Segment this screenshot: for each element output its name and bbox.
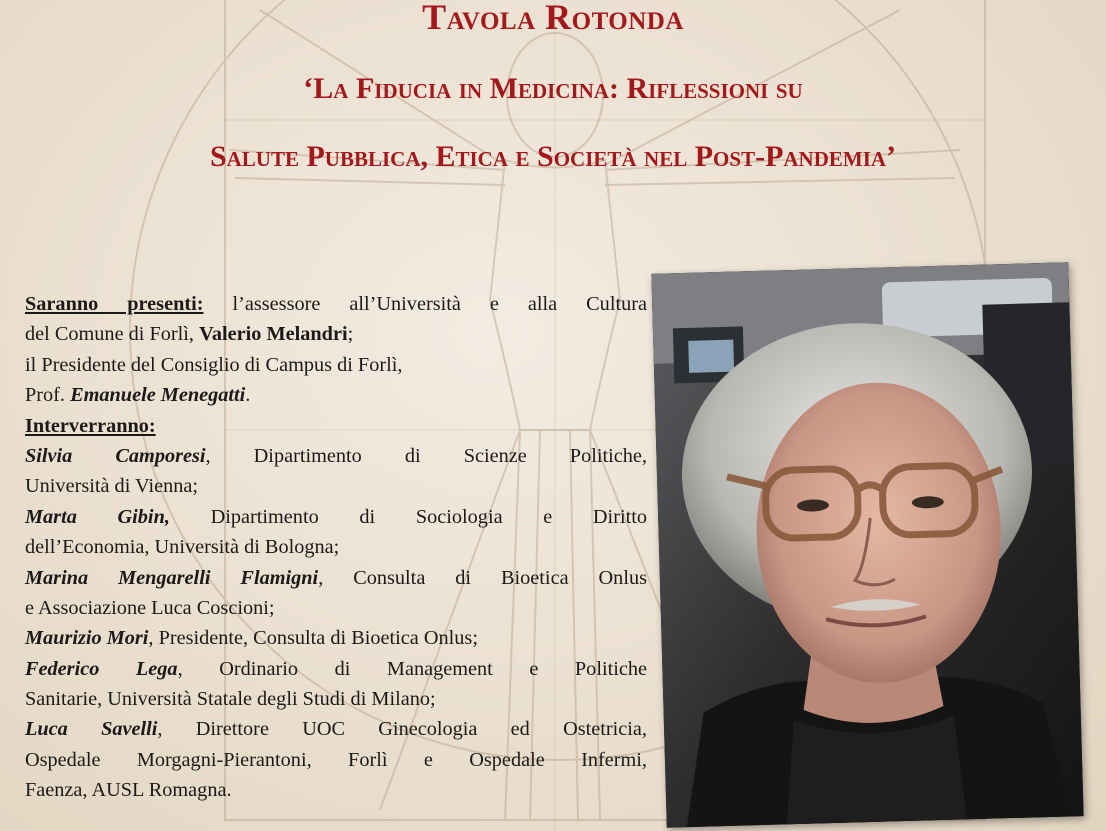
- speaker-name: Silvia Camporesi: [25, 444, 206, 467]
- speaker-portrait-photo: [651, 262, 1083, 827]
- speaker-affiliation: e Associazione Luca Coscioni;: [25, 596, 275, 619]
- subtitle-line-1: ‘La Fiducia in Medicina: Riflessioni su: [303, 72, 803, 105]
- speaker-name: Valerio Melandri: [199, 323, 348, 346]
- presenti-label: Saranno presenti:: [25, 293, 204, 315]
- programme-text: [25, 289, 647, 806]
- speaker-name: Federico Lega: [25, 657, 178, 680]
- speaker-entry: Federico Lega, Ordinario di Management e Politiche: [25, 657, 647, 680]
- subtitle-line-2: Salute Pubblica, Etica e Società nel Post-Pandemia’: [209, 140, 897, 173]
- speaker-entry: Marina Mengarelli Flamigni, Consulta di Bioetica Onlus: [25, 566, 647, 589]
- speaker-name: Maurizio Mori: [25, 627, 149, 650]
- presenti-line-4: Prof. Emanuele Menegatti.: [25, 384, 251, 407]
- speaker-affiliation: Sanitarie, Università Statale degli Studi di Milano;: [25, 688, 436, 711]
- speaker-affiliation: Ospedale Morgagni-Pierantoni, Forlì e Ospedale Infermi,: [25, 748, 647, 771]
- speaker-entry: Marta Gibin, Dipartimento di Sociologia e Diritto: [25, 505, 647, 528]
- speaker-name: Luca Savelli: [25, 718, 158, 741]
- speaker-entry: Maurizio Mori, Presidente, Consulta di Bioetica Onlus;: [25, 627, 478, 650]
- interventi-heading: Interverranno:: [25, 414, 156, 437]
- presenti-line-1: Saranno presenti: l’assessore all’Università e alla Cultura: [25, 293, 647, 315]
- speaker-entry: Silvia Camporesi, Dipartimento di Scienze Politiche,: [25, 444, 647, 467]
- speaker-affiliation: Università di Vienna;: [25, 475, 199, 498]
- speaker-affiliation: Faenza, AUSL Romagna.: [25, 779, 232, 802]
- speaker-entry: Luca Savelli, Direttore UOC Ginecologia ed Ostetricia,: [25, 718, 647, 741]
- speaker-name: Marina Mengarelli Flamigni: [25, 566, 319, 589]
- speaker-name: Emanuele Menegatti: [70, 384, 246, 407]
- speaker-affiliation: dell’Economia, Università di Bologna;: [25, 536, 340, 559]
- presenti-line-3: il Presidente del Consiglio di Campus di Forlì,: [25, 353, 403, 376]
- speaker-name: Marta Gibin,: [25, 505, 170, 528]
- presenti-line-2: del Comune di Forlì, Valerio Melandri;: [25, 323, 354, 346]
- title-tavola-rotonda: Tavola Rotonda: [422, 0, 684, 37]
